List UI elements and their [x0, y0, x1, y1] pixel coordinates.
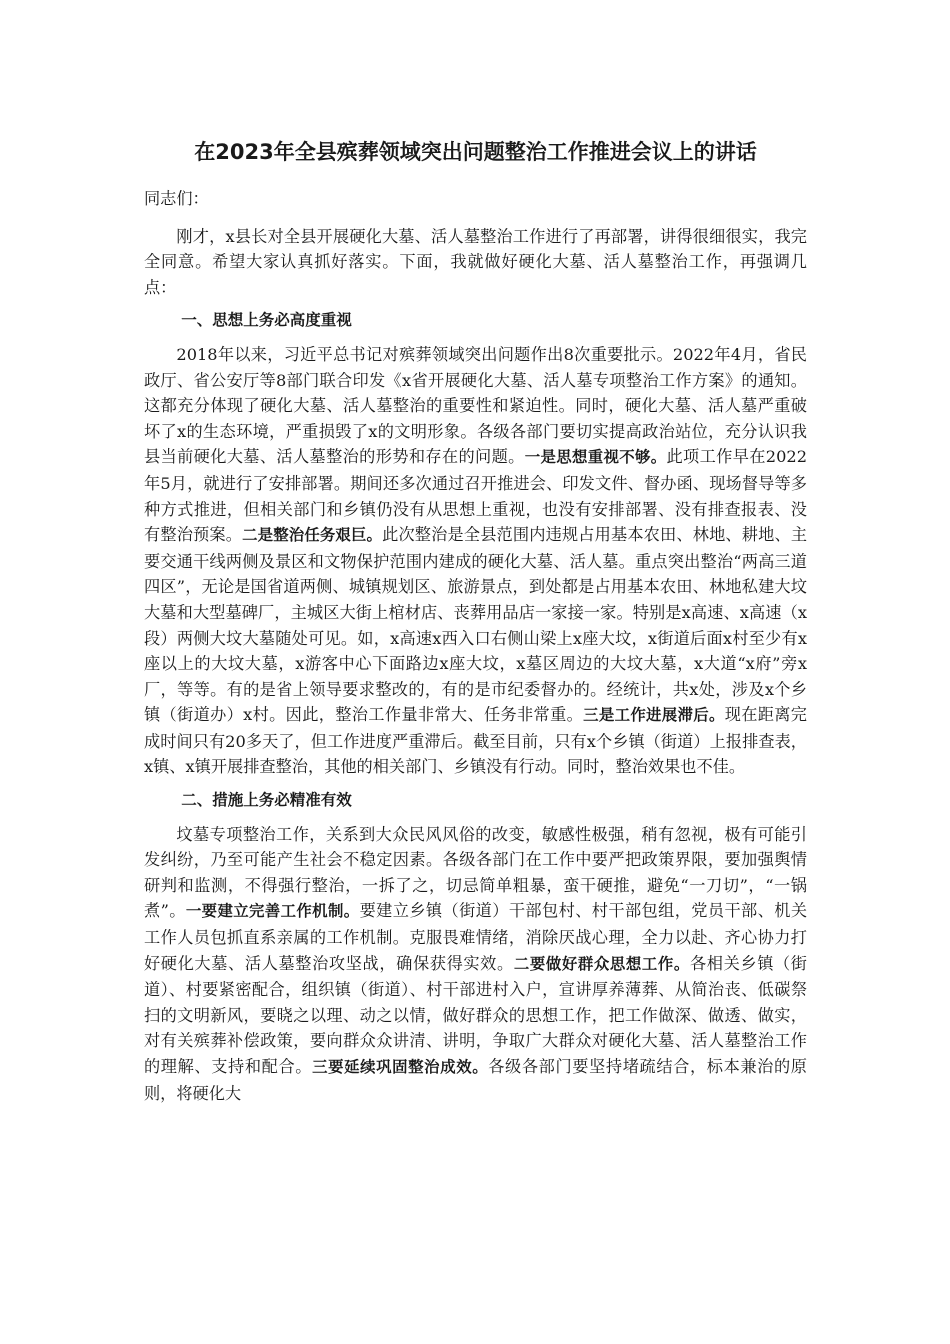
- text-run: 现在距离完成时间只有20多天了，但工作进度严重滞后。截至目前，只有x个乡镇（街道）上报排查表，x镇、x镇开展排查整治，其他的相关部门、乡镇没有行动。同时，整治效果也不佳。: [144, 705, 807, 777]
- text-run: 各级各部门要坚持堵疏结合，标本兼治的原则，将硬化大: [144, 1057, 807, 1103]
- salutation: 同志们：: [144, 189, 209, 208]
- bold-point: 二要做好群众思想工作。: [513, 954, 690, 973]
- section-2-heading: 二、措施上务必精准有效: [181, 791, 352, 810]
- text-run: 2018年以来，习近平总书记对殡葬领域突出问题作出8次重要批示。2022年4月，省民政厅、省公安厅等8部门联合印发《x省开展硬化大墓、活人墓专项整治工作方案》的通知。这都充分体现了硬化大墓、活人墓整治的重要性和紧迫性。同时，硬化大墓、活人墓严重破坏了x的生态环境，严重损毁了x的文明形象。各级各部门要切实提高政治站位，充分认识我县当前硬化大墓、活人墓整治的形势和存在的问题。: [144, 344, 807, 467]
- section-2-paragraph: [144, 822, 807, 1107]
- text-run: 坟墓专项整治工作，关系到大众民风风俗的改变，敏感性极强，稍有忽视，极有可能引发纠纷，乃至可能产生社会不稳定因素。各级各部门在工作中要严把政策界限，要加强舆情研判和监测，不得强行整治，一拆了之，切忌简单粗暴，蛮干硬推，避免“一刀切”，“一锅煮”。: [144, 824, 807, 921]
- bold-point: 二是整治任务艰巨。: [242, 526, 383, 545]
- bold-point: 三是工作进展滞后。: [583, 706, 725, 725]
- text-run: 各相关乡镇（街道）、村要紧密配合，组织镇（街道）、村干部进村入户，宣讲厚养薄葬、从简治丧、低碳祭扫的文明新风，要晓之以理、动之以情，做好群众的思想工作，把工作做深、做透、做实，对有关殡葬补偿政策，要向群众众讲清、讲明，争取广大群众对硬化大墓、活人墓整治工作的理解、支持和配合。: [144, 953, 807, 1076]
- text-run: 要建立乡镇（街道）干部包村、村干部包组，党员干部、机关工作人员包抓直系亲属的工作机制。克服畏难情绪，消除厌战心理，全力以赴、齐心协力打好硬化大墓、活人墓整治攻坚战，确保获得实效。: [144, 901, 808, 973]
- bold-point: 一是思想重视不够。: [524, 448, 667, 467]
- intro-paragraph: 刚才，x县长对全县开展硬化大墓、活人墓整治工作进行了再部署，讲得很细很实，我完全同意。希望大家认真抓好落实。下面，我就做好硬化大墓、活人墓整治工作，再强调几点：: [144, 226, 807, 297]
- section-1-heading: 一、思想上务必高度重视: [181, 311, 352, 330]
- bold-point: 一要建立完善工作机制。: [185, 902, 360, 921]
- text-run: 此项工作早在2022年5月，就进行了安排部署。期间还多次通过召开推进会、印发文件、督办函、现场督导等多种方式推进，但相关部门和乡镇仍没有从思想上重视，也没有安排部署、没有排查报表、没有整治预案。: [144, 447, 807, 545]
- section-1-paragraph: [144, 342, 807, 780]
- document-page: [144, 128, 807, 1114]
- bold-point: 三要延续巩固整治成效。: [312, 1058, 489, 1076]
- document-title: 在2023年全县殡葬领域突出问题整治工作推进会议上的讲话: [194, 140, 757, 164]
- text-run: 此次整治是全县范围内违规占用基本农田、林地、耕地、主要交通干线两侧及景区和文物保护范围内建成的硬化大墓、活人墓。重点突出整治“两高三道四区”，无论是国省道两侧、城镇规划区、旅游景点，到处都是占用基本农田、林地私建大坟大墓和大型墓碑厂，主城区大街上棺材店、丧葬用品店一家接一家。特别是x高速、x高速（x段）两侧大坟大墓随处可见。如，x高速x西入口右侧山梁上x座大坟，x街道后面x村至少有x座以上的大坟大墓，x游客中心下面路边x座大坟，x墓区周边的大坟大墓，x大道“x府”旁x厂，等等。有的是省上领导要求整改的，有的是市纪委督办的。经统计，共x处，涉及x个乡镇（街道办）x村。因此，整治工作量非常大、任务非常重。: [144, 525, 808, 725]
